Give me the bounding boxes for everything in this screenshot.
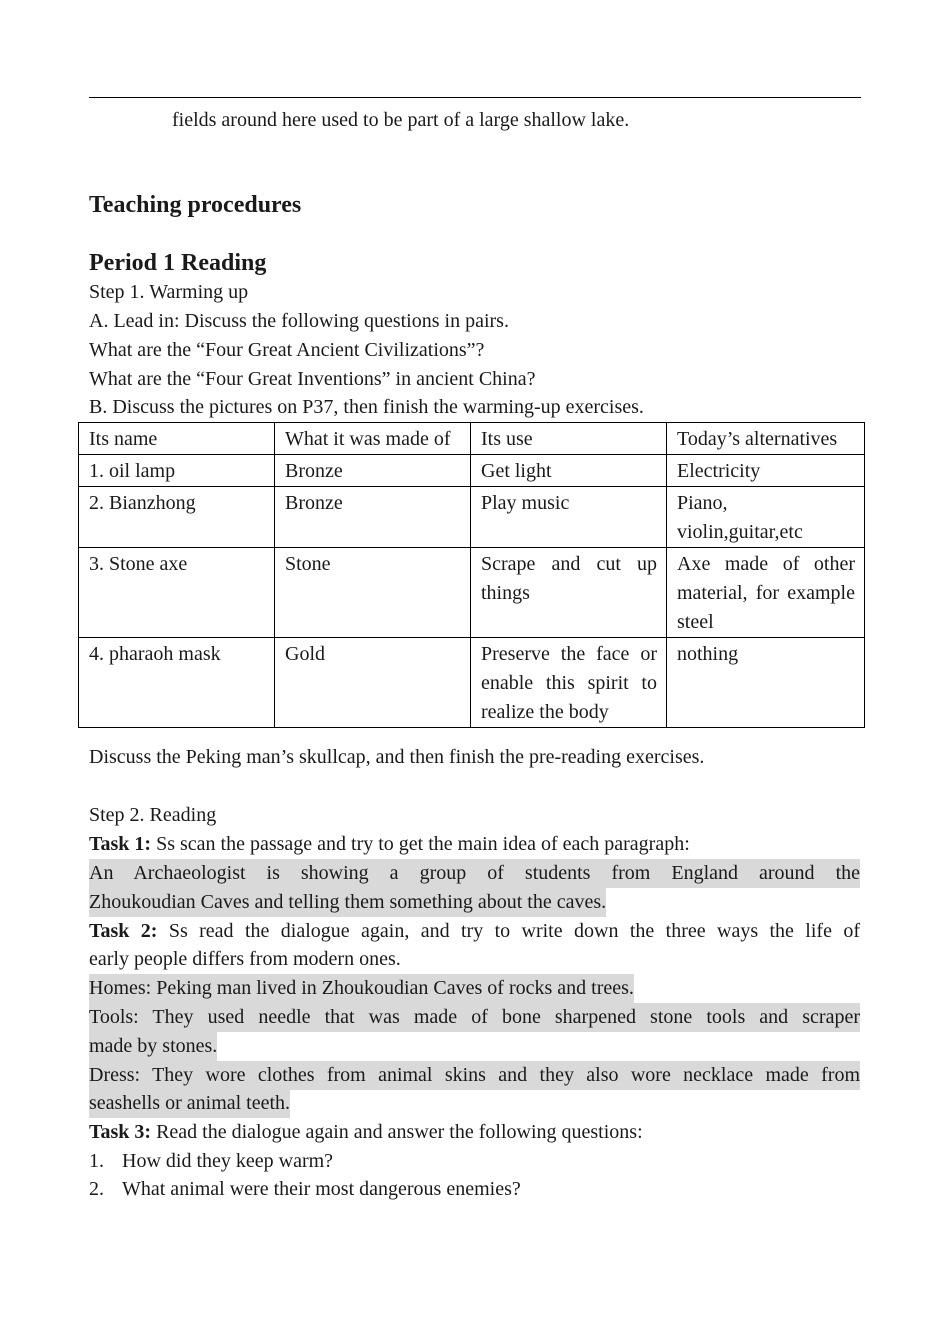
step1-title: Step 1. Warming up [89, 281, 249, 303]
table-cell: Gold [275, 638, 471, 728]
pre-reading-line: Discuss the Peking man’s skullcap, and then finish the pre-reading exercises. [89, 746, 705, 768]
continuation-line: fields around here used to be part of a large shallow lake. [172, 109, 630, 131]
section-title: Teaching procedures [89, 192, 302, 218]
dress-answer-line-1: Dress: They wore clothes from animal skins and they also wore necklace made from [89, 1061, 860, 1090]
table-cell: Electricity [667, 455, 865, 487]
task1-text: Ss scan the passage and try to get the main idea of each paragraph: [151, 833, 690, 855]
list-number: 2. [89, 1178, 104, 1200]
step2-title: Step 2. Reading [89, 804, 217, 826]
table-row [79, 638, 865, 728]
period-title: Period 1 Reading [89, 250, 267, 276]
homes-answer: Homes: Peking man lived in Zhoukoudian Caves of rocks and trees. [89, 974, 634, 1003]
task1-label: Task 1: [89, 833, 152, 855]
tools-answer-line-1: Tools: They used needle that was made of bone sharpened stone tools and scraper [89, 1003, 860, 1032]
table-cell: Get light [471, 455, 667, 487]
task1-answer-line-1: An Archaeologist is showing a group of students from England around the [89, 859, 860, 888]
table-cell: Preserve the face or enable this spirit to realize the body [471, 638, 667, 728]
discuss-pictures: B. Discuss the pictures on P37, then finish the warming-up exercises. [89, 396, 644, 418]
list-item [89, 1147, 333, 1176]
table-row [79, 487, 865, 548]
task3-text: Read the dialogue again and answer the following questions: [151, 1121, 643, 1143]
top-rule [89, 97, 861, 98]
question-2: What are the “Four Great Inventions” in ancient China? [89, 368, 536, 390]
inventions-table [78, 422, 865, 728]
lead-in: A. Lead in: Discuss the following questions in pairs. [89, 310, 509, 332]
task1-line [89, 830, 690, 859]
list-text: What animal were their most dangerous enemies? [122, 1178, 521, 1200]
task3-label: Task 3: [89, 1121, 152, 1143]
dress-answer-line-2: seashells or animal teeth. [89, 1089, 290, 1118]
table-header-cell: What it was made of [275, 423, 471, 455]
table-header-row [79, 423, 865, 455]
table-cell: 1. oil lamp [79, 455, 275, 487]
table-cell: Stone [275, 548, 471, 638]
table-cell: Axe made of other material, for example steel [667, 548, 865, 638]
table-row [79, 455, 865, 487]
table-cell: Scrape and cut up things [471, 548, 667, 638]
list-item [89, 1175, 521, 1204]
task2-line-1 [89, 917, 860, 946]
table-cell: 2. Bianzhong [79, 487, 275, 548]
table-cell: Play music [471, 487, 667, 548]
table-cell: 3. Stone axe [79, 548, 275, 638]
table-row [79, 548, 865, 638]
table-header-cell: Its name [79, 423, 275, 455]
table-header-cell: Its use [471, 423, 667, 455]
list-number: 1. [89, 1150, 104, 1172]
task2-text: Ss read the dialogue again, and try to write down the three ways the life of [157, 920, 861, 942]
task2-line-2: early people differs from modern ones. [89, 948, 401, 970]
table-cell: 4. pharaoh mask [79, 638, 275, 728]
table-cell: nothing [667, 638, 865, 728]
table-cell: Piano, violin,guitar,etc [667, 487, 865, 548]
table-cell: Bronze [275, 455, 471, 487]
tools-answer-line-2: made by stones. [89, 1032, 217, 1061]
table-cell: Bronze [275, 487, 471, 548]
task1-answer-line-2: Zhoukoudian Caves and telling them something about the caves. [89, 888, 606, 917]
table-header-cell: Today’s alternatives [667, 423, 865, 455]
list-text: How did they keep warm? [122, 1150, 334, 1172]
question-1: What are the “Four Great Ancient Civilizations”? [89, 339, 485, 361]
task2-label: Task 2: [89, 920, 158, 942]
task3-line [89, 1118, 643, 1147]
